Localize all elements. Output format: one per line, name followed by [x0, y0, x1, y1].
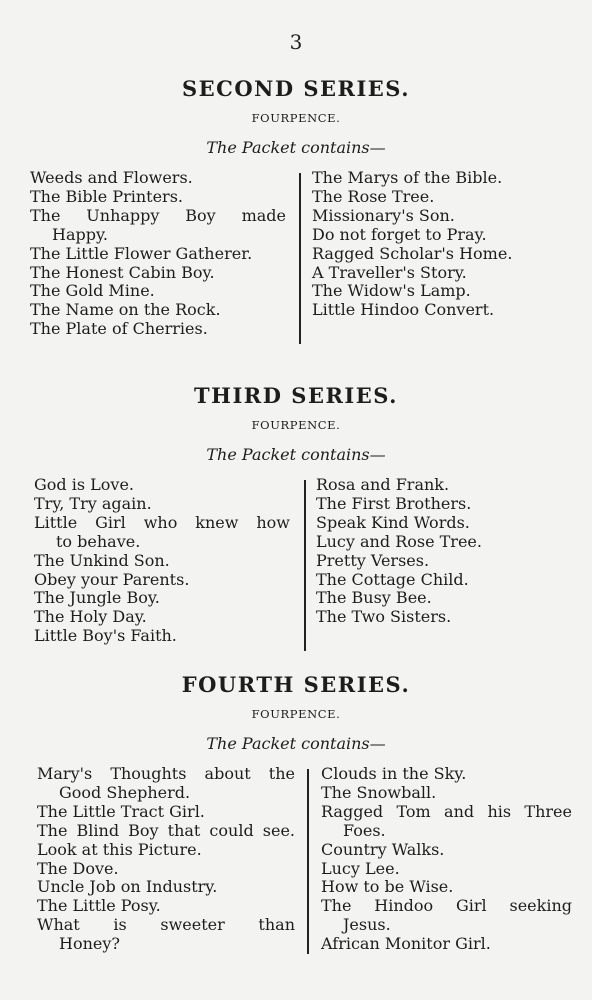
book-title: Speak Kind Words.: [316, 512, 470, 532]
left-column: [37, 765, 295, 954]
book-title: The First Brothers.: [316, 493, 472, 513]
book-title: Lucy Lee.: [321, 858, 400, 878]
book-title: The Blind Boy that could see.: [37, 820, 295, 840]
series-section: [0, 383, 592, 646]
packet-list: [0, 169, 592, 339]
series-title: THIRD SERIES.: [194, 383, 398, 408]
book-title: Pretty Verses.: [316, 550, 430, 570]
book-title: How to be Wise.: [321, 877, 454, 897]
book-title: The Little Tract Girl.: [37, 801, 205, 821]
book-title: Little Boy's Faith.: [34, 626, 177, 646]
series-section: [0, 672, 592, 954]
book-title: The Rose Tree.: [312, 186, 435, 206]
book-title: Lucy and Rose Tree.: [316, 531, 482, 551]
book-title: God is Love.: [34, 475, 135, 494]
book-title: The Cottage Child.: [316, 569, 469, 589]
book-title: Jesus.: [343, 915, 391, 935]
book-title: The Two Sisters.: [316, 607, 452, 627]
book-title: Do not forget to Pray.: [312, 224, 487, 244]
book-title: The Jungle Boy.: [34, 588, 160, 608]
book-title: Ragged Scholar's Home.: [312, 243, 513, 263]
book-title: The Snowball.: [321, 782, 437, 802]
left-column: [34, 476, 290, 646]
book-title: Try, Try again.: [34, 493, 152, 513]
book-title: A Traveller's Story.: [312, 262, 467, 282]
book-title: The Marys of the Bible.: [312, 168, 503, 187]
book-title: Foes.: [343, 820, 386, 840]
page-number: 3: [289, 30, 303, 54]
book-title: Uncle Job on Industry.: [37, 877, 218, 897]
book-title: The Unkind Son.: [34, 550, 170, 570]
book-title: Honey?: [59, 934, 120, 954]
right-column: [321, 765, 572, 954]
book-title: The Holy Day.: [34, 607, 147, 627]
book-title: Mary's Thoughts about the: [37, 764, 295, 783]
book-title: The Bible Printers.: [30, 186, 183, 206]
series-title: SECOND SERIES.: [181, 76, 411, 101]
series-price: FOURPENCE.: [251, 418, 341, 432]
book-title: Little Girl who knew how: [34, 512, 290, 532]
book-title: The Honest Cabin Boy.: [30, 262, 215, 282]
right-column: [312, 169, 572, 320]
book-title: to behave.: [56, 531, 141, 551]
book-title: Weeds and Flowers.: [30, 168, 193, 187]
series-section: [0, 76, 592, 339]
packet-contains: The Packet contains—: [206, 138, 386, 157]
book-title: The Little Flower Gatherer.: [30, 243, 253, 263]
book-title: The Unhappy Boy made: [30, 205, 286, 225]
book-title: The Gold Mine.: [30, 281, 155, 301]
book-title: The Little Posy.: [37, 896, 161, 916]
book-title: Country Walks.: [321, 839, 445, 859]
packet-contains: The Packet contains—: [206, 734, 386, 753]
packet-list: [0, 476, 592, 646]
book-title: Clouds in the Sky.: [321, 764, 467, 783]
book-title: Obey your Parents.: [34, 569, 190, 589]
book-title: The Name on the Rock.: [30, 300, 221, 320]
book-title: Good Shepherd.: [59, 782, 191, 802]
left-column: [30, 169, 286, 339]
book-title: The Busy Bee.: [316, 588, 432, 608]
book-title: The Hindoo Girl seeking: [321, 896, 572, 916]
packet-list: [0, 765, 592, 954]
book-title: Little Hindoo Convert.: [312, 300, 495, 320]
book-title: The Widow's Lamp.: [312, 281, 471, 301]
book-title: What is sweeter than: [37, 915, 295, 935]
book-title: Ragged Tom and his Three: [321, 801, 572, 821]
series-price: FOURPENCE.: [251, 111, 341, 125]
column-divider: [304, 480, 306, 651]
book-title: African Monitor Girl.: [321, 934, 491, 954]
column-divider: [299, 173, 301, 344]
series-price: FOURPENCE.: [251, 707, 341, 721]
book-title: Rosa and Frank.: [316, 475, 450, 494]
book-title: The Plate of Cherries.: [30, 319, 208, 339]
book-title: Happy.: [52, 224, 108, 244]
right-column: [316, 476, 572, 627]
packet-contains: The Packet contains—: [206, 445, 386, 464]
column-divider: [307, 769, 309, 954]
series-title: FOURTH SERIES.: [181, 672, 411, 697]
book-title: The Dove.: [37, 858, 119, 878]
book-title: Missionary's Son.: [312, 205, 455, 225]
book-title: Look at this Picture.: [37, 839, 202, 859]
